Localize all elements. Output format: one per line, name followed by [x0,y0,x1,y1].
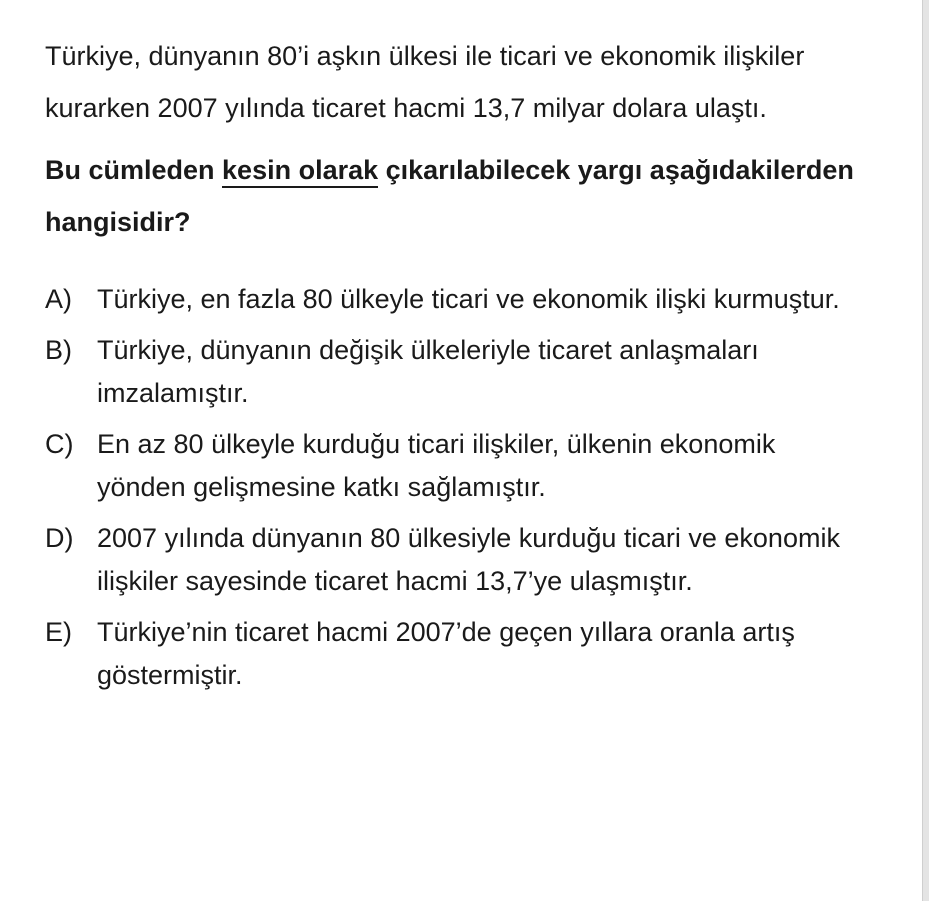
option-a[interactable] [45,278,860,321]
option-e-text: Türkiye’nin ticaret hacmi 2007’de geçen yıllara oranla artış göstermiştir. [97,617,795,690]
option-a-letter: A) [45,284,72,314]
prompt-emphasis: kesin olarak [222,155,378,188]
question-prompt [45,144,860,248]
option-b[interactable] [45,329,860,415]
prompt-text-end: çıkarılabilecek yargı aşağıdakilerden hangisidir? [45,155,854,237]
option-d-letter: D) [45,523,74,553]
option-c[interactable] [45,423,860,509]
option-d[interactable] [45,517,860,603]
option-b-text: Türkiye, dünyanın değişik ülkeleriyle ticaret anlaşmaları imzalamıştır. [97,335,759,408]
prompt-text-start: Bu cümleden [45,155,223,185]
option-b-letter: B) [45,335,72,365]
option-c-letter: C) [45,429,74,459]
page-edge-shadow [922,0,929,901]
question-stem: Türkiye, dünyanın 80’i aşkın ülkesi ile ticari ve ekonomik ilişkiler kurarken 2007 yılında ticaret hacmi 13,7 milyar dolara ulaştı. [45,41,805,123]
answer-options [45,278,860,697]
option-a-text: Türkiye, en fazla 80 ülkeyle ticari ve ekonomik ilişki kurmuştur. [97,284,840,314]
option-e-letter: E) [45,617,72,647]
option-d-text: 2007 yılında dünyanın 80 ülkesiyle kurduğu ticari ve ekonomik ilişkiler sayesinde ticaret hacmi 13,7’ye ulaşmıştır. [97,523,840,596]
question-block [45,30,860,705]
option-e[interactable] [45,611,860,697]
option-c-text: En az 80 ülkeyle kurduğu ticari ilişkiler, ülkenin ekonomik yönden gelişmesine katkı sağlamıştır. [97,429,776,502]
